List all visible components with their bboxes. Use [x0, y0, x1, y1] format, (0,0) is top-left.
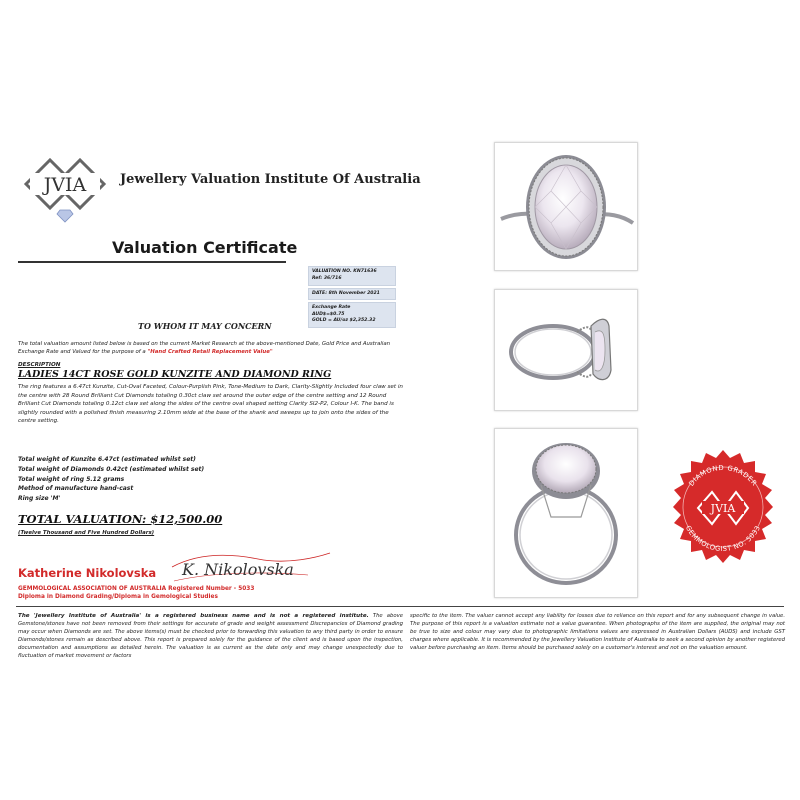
- exchange-rate: AUD$=$0.75: [312, 311, 345, 317]
- valuation-date: DATE: 8th November 2021: [312, 291, 380, 296]
- weight-line: Total weight of Kunzite 6.47ct (estimated whilst set): [18, 456, 196, 463]
- valuation-number: VALUATION NO. KN71636: [312, 269, 377, 274]
- logo-text: JVIA: [43, 174, 87, 196]
- valuation-purpose: "Hand Crafted Retail Replacement Value": [147, 349, 273, 355]
- valuer-credentials: [18, 585, 254, 601]
- seal-top-text: DIAMOND GRADER: [687, 463, 759, 488]
- valuation-number-box: [308, 266, 396, 286]
- disclaimer-left-text: The above Gemstone/stones have not been removed from their settings for accurate of grade and weight assessment Discrepancies of Diamond grading may occur when Diamonds are set. The above items(s) must be checked prior to forwarding this valuation to any third party in order to ensure Diamonds/stones remain as described above. This report is prepared solely for the guidance of the client and is based upon the inspection, documentation and assumptions as detailed herein. The valuation is as current as the date only and may change unexpectedly due to fluctuation of market movement or factors: [18, 613, 404, 660]
- weight-line: Total weight of Diamonds 0.42ct (estimated whilst set): [18, 465, 205, 473]
- disclaimer-right: specific to the item. The valuer cannot accept any liability for losses due to reliance on this report and for any subsequent change in value. The purpose of this report is a valuation estimate not a value guarantee. When photographs of the item are supplied, the original may not be true to size and colour may vary due to photographic limitations values are expressed in Australian Dollars (AUDS) and include GST charges where applicable. It is recommended by the Jewellery Valuation Institute of Australia to seek a second opinion by another registered valuer before purchasing an item. Items should be purchased solely on a customer's interest and not on the valuation amount.: [410, 613, 785, 652]
- seal-logo-text: JVIA: [710, 502, 736, 515]
- weight-line: Ring size 'M': [18, 495, 61, 503]
- total-valuation-words: (Twelve Thousand and Five Hundred Dollars): [18, 530, 155, 536]
- signature-text: K. Nikolovska: [182, 560, 294, 579]
- salutation: TO WHOM IT MAY CONCERN: [138, 321, 272, 331]
- intro-paragraph: [18, 340, 406, 356]
- gold-price: GOLD = AU/oz $2,352.32: [312, 318, 376, 323]
- disclaimer-left: [18, 612, 403, 661]
- seal-bottom-text: GEMMOLOGIST NO. 5033: [683, 524, 763, 554]
- valuer-association: GEMMOLOGICAL ASSOCIATION OF AUSTRALIA Registered Number - 5033: [18, 586, 255, 592]
- diamond-icon: [57, 210, 73, 222]
- item-description: The ring features a 6.47ct Kunzite, Cut-Oval Faceted, Colour-Purplish Pink, Tone-Medium to Dark, Clarity-Slightly Included four claw set in the centre with 28 Round Brilliant Cut Diamonds totaling 0.30ct claw set around the outer edge of the centre setting and 12 Round Brilliant Cut Diamonds totaling 0.12ct claw set along the sides of the centre oval shaped setting Clarity SI2-P2, Colour I-K. The band is slightly rounded with a polished finish measuring 2.10mm wide at the base of the shank and sweeps up to join onto the sides of the centre setting.: [18, 384, 403, 425]
- ring-front-image: [495, 143, 637, 270]
- item-title: LADIES 14CT ROSE GOLD KUNZITE AND DIAMOND RING: [18, 369, 332, 380]
- ring-photo-front: [494, 142, 638, 271]
- date-box: [308, 288, 396, 300]
- valuer-signature: [168, 549, 333, 589]
- weight-line: Method of manufacture hand-cast: [18, 485, 134, 493]
- valuer-diploma: Diploma in Diamond Grading/Diploma in Gemological Studies: [18, 594, 218, 600]
- exchange-rate-label: Exchange Rate: [312, 305, 351, 310]
- description-label: DESCRIPTION: [18, 362, 61, 368]
- reference-number: Ref: 36/716: [312, 275, 342, 281]
- ring-photo-side: [494, 289, 638, 411]
- title-divider: [18, 261, 286, 263]
- rates-box: [308, 302, 396, 328]
- certificate-title: Valuation Certificate: [112, 238, 298, 257]
- weights-list: [18, 455, 204, 504]
- ring-photo-angle: [494, 428, 638, 598]
- jvia-logo: [20, 148, 110, 228]
- ring-angle-image: [495, 429, 637, 597]
- weight-line: Total weight of ring 5.12 grams: [18, 475, 125, 483]
- diamond-grader-seal: [664, 448, 782, 566]
- total-valuation: TOTAL VALUATION: $12,500.00: [18, 512, 223, 526]
- disclaimer-lead: The 'Jewellery Institute of Australia' is a registered business name and is not a registered institute.: [18, 613, 369, 619]
- institute-name: Jewellery Valuation Institute Of Australia: [120, 172, 421, 187]
- intro-text: The total valuation amount listed below is based on the current Market Research at the above-mentioned Date, Gold Price and Australian Exchange Rate and Valued for the purpose of a: [18, 341, 391, 355]
- disclaimer-divider: [16, 606, 784, 607]
- ring-side-image: [495, 290, 637, 410]
- valuer-name: Katherine Nikolovska: [18, 566, 157, 580]
